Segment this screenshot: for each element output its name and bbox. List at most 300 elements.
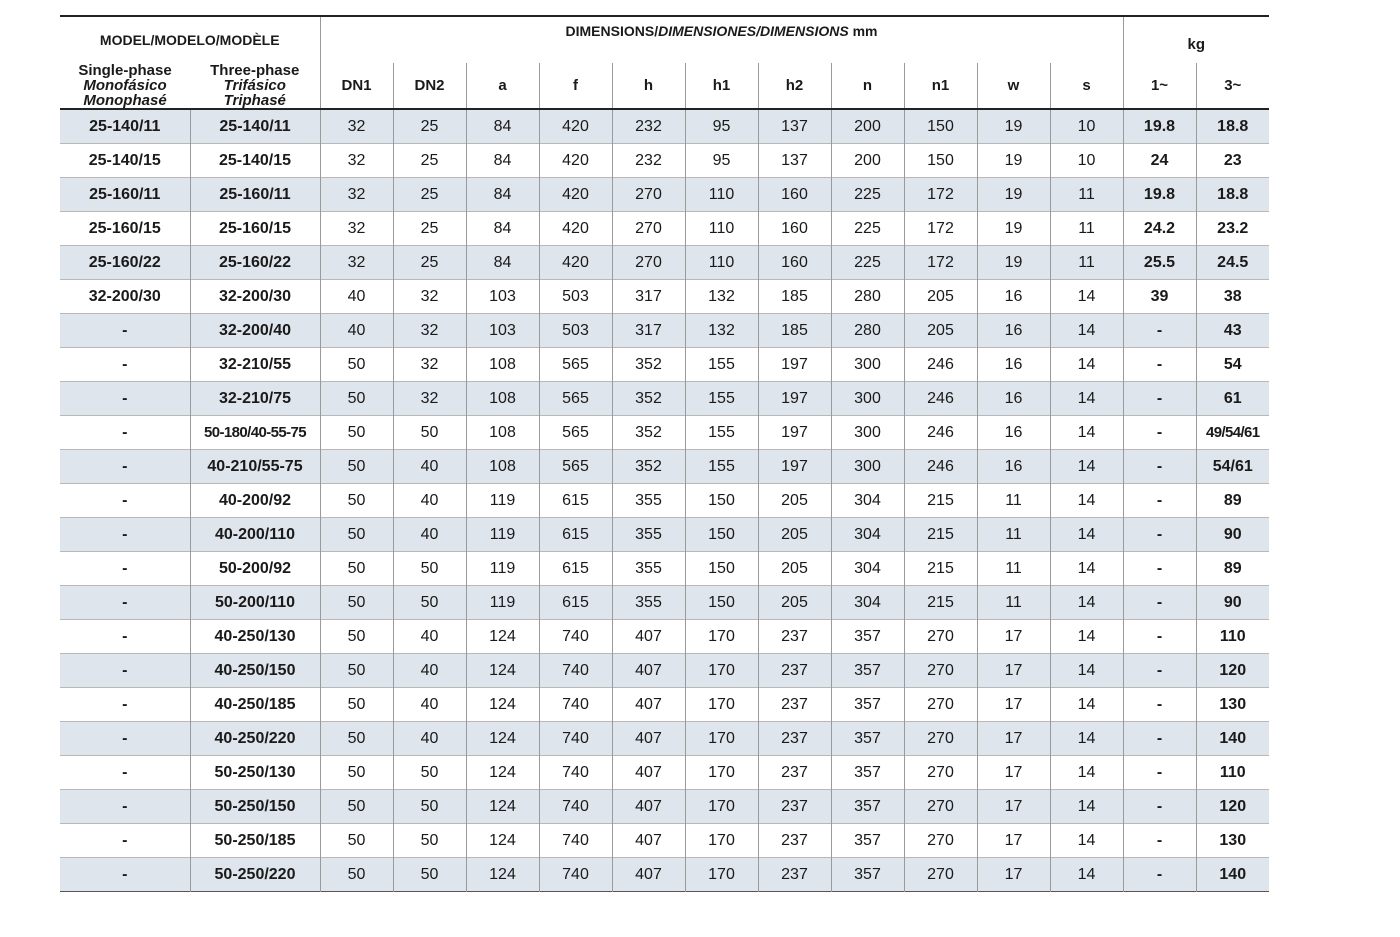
cell-s: 14 [1050,280,1123,314]
cell-h: 232 [612,109,685,144]
cell-h: 317 [612,280,685,314]
kg-title: kg [1123,16,1269,63]
cell-h: 407 [612,824,685,858]
cell-n: 225 [831,246,904,280]
dimensions-table [60,15,1269,892]
cell-w: 17 [977,790,1050,824]
cell-weight-three: 49/54/61 [1196,416,1269,450]
cell-dn1: 50 [320,484,393,518]
table-row [60,790,1269,824]
cell-single-phase-model: - [60,586,190,620]
cell-a: 124 [466,858,539,892]
cell-h2: 137 [758,144,831,178]
cell-dn1: 50 [320,382,393,416]
table-row [60,450,1269,484]
cell-weight-three: 130 [1196,688,1269,722]
cell-h1: 132 [685,280,758,314]
cell-f: 565 [539,382,612,416]
cell-f: 420 [539,246,612,280]
cell-three-phase-model: 32-200/40 [190,314,320,348]
cell-n1: 172 [904,246,977,280]
cell-weight-three: 61 [1196,382,1269,416]
cell-n1: 150 [904,144,977,178]
cell-f: 615 [539,484,612,518]
cell-weight-single: - [1123,552,1196,586]
cell-h: 232 [612,144,685,178]
cell-s: 14 [1050,722,1123,756]
cell-s: 14 [1050,416,1123,450]
cell-s: 14 [1050,824,1123,858]
cell-a: 119 [466,586,539,620]
cell-single-phase-model: - [122,559,128,577]
cell-h: 352 [612,450,685,484]
col-h1: h1 [685,63,758,109]
cell-s: 14 [1050,586,1123,620]
cell-dn1: 32 [320,144,393,178]
cell-dn1: 50 [320,790,393,824]
cell-a: 84 [466,144,539,178]
cell-h1: 150 [685,586,758,620]
cell-h2: 237 [758,790,831,824]
cell-n: 357 [831,824,904,858]
cell-f: 615 [539,518,612,552]
table-row [60,314,1269,348]
cell-weight-single: - [1123,824,1196,858]
cell-weight-single: - [1123,620,1196,654]
cell-f: 503 [539,314,612,348]
cell-three-phase-model: 40-250/150 [190,654,320,688]
cell-w: 16 [977,348,1050,382]
cell-n1: 246 [904,450,977,484]
table-row [60,348,1269,382]
cell-h1: 150 [685,484,758,518]
cell-h1: 170 [685,790,758,824]
cell-h1: 150 [685,518,758,552]
cell-weight-single: - [1123,756,1196,790]
cell-a: 124 [466,790,539,824]
cell-single-phase-model: - [122,763,128,781]
cell-weight-three: 110 [1196,756,1269,790]
cell-s: 14 [1050,620,1123,654]
cell-h: 407 [612,688,685,722]
col-dn2: DN2 [393,63,466,109]
cell-three-phase-model: 40-250/220 [190,722,320,756]
cell-dn1: 50 [320,450,393,484]
cell-h2: 237 [758,722,831,756]
cell-n1: 205 [904,280,977,314]
cell-single-phase-model: - [122,831,128,849]
cell-n: 304 [831,586,904,620]
cell-a: 84 [466,178,539,212]
cell-three-phase-model: 50-250/130 [190,756,320,790]
cell-s: 10 [1050,144,1123,178]
cell-s: 14 [1050,654,1123,688]
cell-s: 10 [1050,109,1123,144]
cell-n: 357 [831,688,904,722]
cell-single-phase-model: - [60,654,190,688]
cell-a: 108 [466,348,539,382]
cell-three-phase-model: 40-250/185 [190,688,320,722]
cell-n1: 270 [904,654,977,688]
cell-f: 615 [539,586,612,620]
cell-n1: 215 [904,484,977,518]
cell-w: 11 [977,484,1050,518]
cell-w: 17 [977,722,1050,756]
cell-f: 740 [539,858,612,892]
cell-n1: 215 [904,518,977,552]
table-row [60,144,1269,178]
col-w: w [977,63,1050,109]
cell-single-phase-model: - [60,314,190,348]
cell-f: 740 [539,620,612,654]
cell-w: 17 [977,858,1050,892]
cell-n: 300 [831,348,904,382]
cell-f: 565 [539,416,612,450]
cell-h2: 237 [758,620,831,654]
cell-w: 16 [977,280,1050,314]
cell-f: 740 [539,688,612,722]
cell-dn1: 32 [320,246,393,280]
cell-f: 740 [539,756,612,790]
col-h: h [612,63,685,109]
cell-w: 19 [977,109,1050,144]
cell-three-phase-model: 40-250/130 [190,620,320,654]
cell-weight-three: 140 [1196,722,1269,756]
cell-three-phase-model: 50-250/150 [190,790,320,824]
cell-weight-single: - [1123,586,1196,620]
cell-n: 200 [831,109,904,144]
cell-three-phase-model: 25-160/22 [190,246,320,280]
cell-s: 14 [1050,518,1123,552]
cell-h: 352 [612,382,685,416]
cell-weight-three: 54/61 [1196,450,1269,484]
table-row [60,246,1269,280]
cell-dn2: 40 [393,654,466,688]
cell-h2: 237 [758,688,831,722]
cell-weight-three: 110 [1196,620,1269,654]
cell-h2: 197 [758,450,831,484]
cell-a: 119 [466,484,539,518]
cell-n: 357 [831,620,904,654]
cell-h2: 160 [758,246,831,280]
cell-single-phase-model: - [122,627,128,645]
cell-single-phase-model: - [60,722,190,756]
cell-single-phase-model: - [60,858,190,892]
cell-weight-single: 25.5 [1123,246,1196,280]
cell-weight-single: - [1123,484,1196,518]
cell-weight-three: 120 [1196,654,1269,688]
cell-n: 357 [831,858,904,892]
table-row [60,654,1269,688]
cell-n1: 270 [904,756,977,790]
cell-h: 355 [612,552,685,586]
cell-h: 352 [612,416,685,450]
col-h2: h2 [758,63,831,109]
cell-three-phase-model: 50-250/185 [190,824,320,858]
cell-n1: 270 [904,858,977,892]
cell-weight-three: 43 [1196,314,1269,348]
cell-weight-single: - [1123,518,1196,552]
cell-h: 317 [612,314,685,348]
col-n1: n1 [904,63,977,109]
cell-h: 407 [612,620,685,654]
cell-h: 355 [612,484,685,518]
cell-h1: 95 [685,144,758,178]
cell-weight-single: - [1123,416,1196,450]
model-title: MODEL/MODELO/MODÈLE [60,16,320,63]
cell-f: 740 [539,654,612,688]
cell-weight-single: - [1123,382,1196,416]
table-row [60,586,1269,620]
cell-weight-three: 23.2 [1196,212,1269,246]
cell-a: 124 [466,620,539,654]
cell-single-phase-model: - [122,695,128,713]
cell-dn2: 40 [393,518,466,552]
cell-h1: 155 [685,416,758,450]
cell-h: 352 [612,348,685,382]
table-row [60,518,1269,552]
cell-n: 300 [831,450,904,484]
cell-dn1: 50 [320,552,393,586]
cell-s: 14 [1050,314,1123,348]
cell-s: 11 [1050,178,1123,212]
cell-w: 11 [977,586,1050,620]
col-kg-single: 1~ [1123,63,1196,109]
cell-weight-single: 19.8 [1123,178,1196,212]
cell-n: 300 [831,382,904,416]
cell-s: 11 [1050,212,1123,246]
cell-n1: 150 [904,109,977,144]
cell-three-phase-model: 25-160/15 [190,212,320,246]
table-row [60,620,1269,654]
cell-single-phase-model: 25-160/11 [60,178,190,212]
cell-weight-three: 23 [1196,144,1269,178]
cell-dn2: 25 [393,144,466,178]
cell-three-phase-model: 40-200/92 [190,484,320,518]
cell-dn2: 50 [393,824,466,858]
cell-a: 119 [466,552,539,586]
cell-weight-three: 130 [1196,824,1269,858]
cell-dn2: 32 [393,382,466,416]
cell-weight-three: 140 [1196,858,1269,892]
cell-h: 407 [612,858,685,892]
cell-s: 14 [1050,450,1123,484]
cell-n: 200 [831,144,904,178]
cell-f: 420 [539,109,612,144]
cell-dn2: 32 [393,314,466,348]
cell-h2: 237 [758,858,831,892]
cell-single-phase-model: - [60,518,190,552]
cell-three-phase-model: 50-250/220 [190,858,320,892]
cell-h1: 110 [685,246,758,280]
cell-three-phase-model: 50-180/40-55-75 [190,416,320,450]
cell-f: 420 [539,144,612,178]
cell-dn1: 40 [320,280,393,314]
cell-h1: 95 [685,109,758,144]
cell-s: 14 [1050,756,1123,790]
cell-n1: 270 [904,722,977,756]
cell-three-phase-model: 25-160/11 [190,178,320,212]
cell-n: 357 [831,654,904,688]
cell-n1: 246 [904,416,977,450]
cell-three-phase-model: 32-200/30 [190,280,320,314]
cell-h2: 160 [758,212,831,246]
cell-h1: 155 [685,450,758,484]
cell-a: 108 [466,382,539,416]
cell-h1: 170 [685,722,758,756]
cell-dn2: 40 [393,688,466,722]
cell-single-phase-model: 32-200/30 [88,287,161,305]
table-body [60,109,1269,892]
cell-weight-single: - [1123,654,1196,688]
cell-dn2: 50 [393,756,466,790]
cell-weight-single: - [1123,858,1196,892]
cell-w: 16 [977,314,1050,348]
cell-w: 19 [977,144,1050,178]
cell-dn2: 25 [393,109,466,144]
cell-w: 19 [977,178,1050,212]
cell-single-phase-model: - [60,790,190,824]
cell-weight-three: 89 [1196,484,1269,518]
cell-h1: 170 [685,858,758,892]
col-kg-three: 3~ [1196,63,1269,109]
cell-h: 355 [612,586,685,620]
cell-dn1: 50 [320,858,393,892]
cell-dn2: 40 [393,722,466,756]
cell-weight-three: 24.5 [1196,246,1269,280]
cell-weight-single: - [1123,450,1196,484]
cell-weight-three: 18.8 [1196,109,1269,144]
cell-weight-single: - [1123,688,1196,722]
cell-dn1: 50 [320,722,393,756]
table-row [60,552,1269,586]
cell-weight-single: 24.2 [1123,212,1196,246]
cell-h1: 110 [685,178,758,212]
cell-h1: 170 [685,756,758,790]
cell-s: 14 [1050,348,1123,382]
table-row [60,858,1269,892]
cell-dn1: 40 [320,314,393,348]
cell-n: 304 [831,552,904,586]
cell-w: 19 [977,212,1050,246]
cell-dn1: 50 [320,416,393,450]
cell-three-phase-model: 32-210/75 [190,382,320,416]
cell-h1: 132 [685,314,758,348]
cell-n1: 205 [904,314,977,348]
cell-s: 14 [1050,688,1123,722]
cell-dn2: 50 [393,552,466,586]
cell-n: 280 [831,280,904,314]
cell-s: 14 [1050,790,1123,824]
cell-s: 14 [1050,382,1123,416]
cell-n1: 172 [904,212,977,246]
cell-n1: 246 [904,382,977,416]
three-phase-header: Three-phase Trifásico Triphasé [210,62,300,109]
cell-n1: 215 [904,552,977,586]
cell-a: 124 [466,688,539,722]
cell-dn2: 40 [393,620,466,654]
cell-n: 357 [831,722,904,756]
cell-a: 84 [466,246,539,280]
cell-dn2: 50 [393,416,466,450]
cell-f: 420 [539,178,612,212]
cell-h: 355 [612,518,685,552]
cell-a: 124 [466,756,539,790]
cell-f: 740 [539,824,612,858]
cell-a: 108 [466,416,539,450]
cell-s: 14 [1050,858,1123,892]
table-header [60,16,1269,109]
cell-dn1: 50 [320,688,393,722]
cell-n: 280 [831,314,904,348]
cell-w: 17 [977,756,1050,790]
cell-n: 357 [831,756,904,790]
cell-a: 124 [466,722,539,756]
cell-w: 19 [977,246,1050,280]
cell-single-phase-model: - [60,382,190,416]
cell-h2: 160 [758,178,831,212]
cell-f: 565 [539,450,612,484]
cell-a: 108 [466,450,539,484]
cell-h2: 237 [758,824,831,858]
cell-single-phase-model: - [122,423,128,441]
col-n: n [831,63,904,109]
cell-three-phase-model: 40-210/55-75 [190,450,320,484]
cell-h1: 170 [685,620,758,654]
cell-weight-three: 120 [1196,790,1269,824]
cell-dn1: 32 [320,178,393,212]
cell-w: 17 [977,824,1050,858]
cell-h2: 205 [758,552,831,586]
cell-h2: 237 [758,654,831,688]
cell-w: 16 [977,416,1050,450]
cell-w: 17 [977,654,1050,688]
cell-single-phase-model: - [122,491,128,509]
cell-h1: 170 [685,688,758,722]
cell-weight-single: - [1123,722,1196,756]
col-s: s [1050,63,1123,109]
cell-h1: 110 [685,212,758,246]
cell-single-phase-model: 25-140/15 [88,151,161,169]
cell-h: 407 [612,654,685,688]
cell-weight-single: - [1123,314,1196,348]
cell-dn2: 25 [393,178,466,212]
cell-weight-single: 39 [1123,280,1196,314]
cell-dn2: 25 [393,212,466,246]
cell-s: 14 [1050,552,1123,586]
cell-h2: 205 [758,484,831,518]
cell-dn1: 50 [320,348,393,382]
cell-three-phase-model: 32-210/55 [190,348,320,382]
cell-dn1: 50 [320,654,393,688]
cell-f: 740 [539,790,612,824]
cell-weight-single: 19.8 [1123,109,1196,144]
col-a: a [466,63,539,109]
cell-dn1: 50 [320,620,393,654]
cell-h1: 170 [685,654,758,688]
cell-s: 14 [1050,484,1123,518]
cell-h2: 205 [758,518,831,552]
cell-single-phase-model: 25-160/15 [88,219,161,237]
cell-weight-single: - [1123,790,1196,824]
cell-h2: 205 [758,586,831,620]
cell-w: 11 [977,518,1050,552]
cell-a: 124 [466,824,539,858]
cell-n: 225 [831,178,904,212]
cell-f: 503 [539,280,612,314]
cell-dn2: 32 [393,348,466,382]
cell-w: 17 [977,688,1050,722]
